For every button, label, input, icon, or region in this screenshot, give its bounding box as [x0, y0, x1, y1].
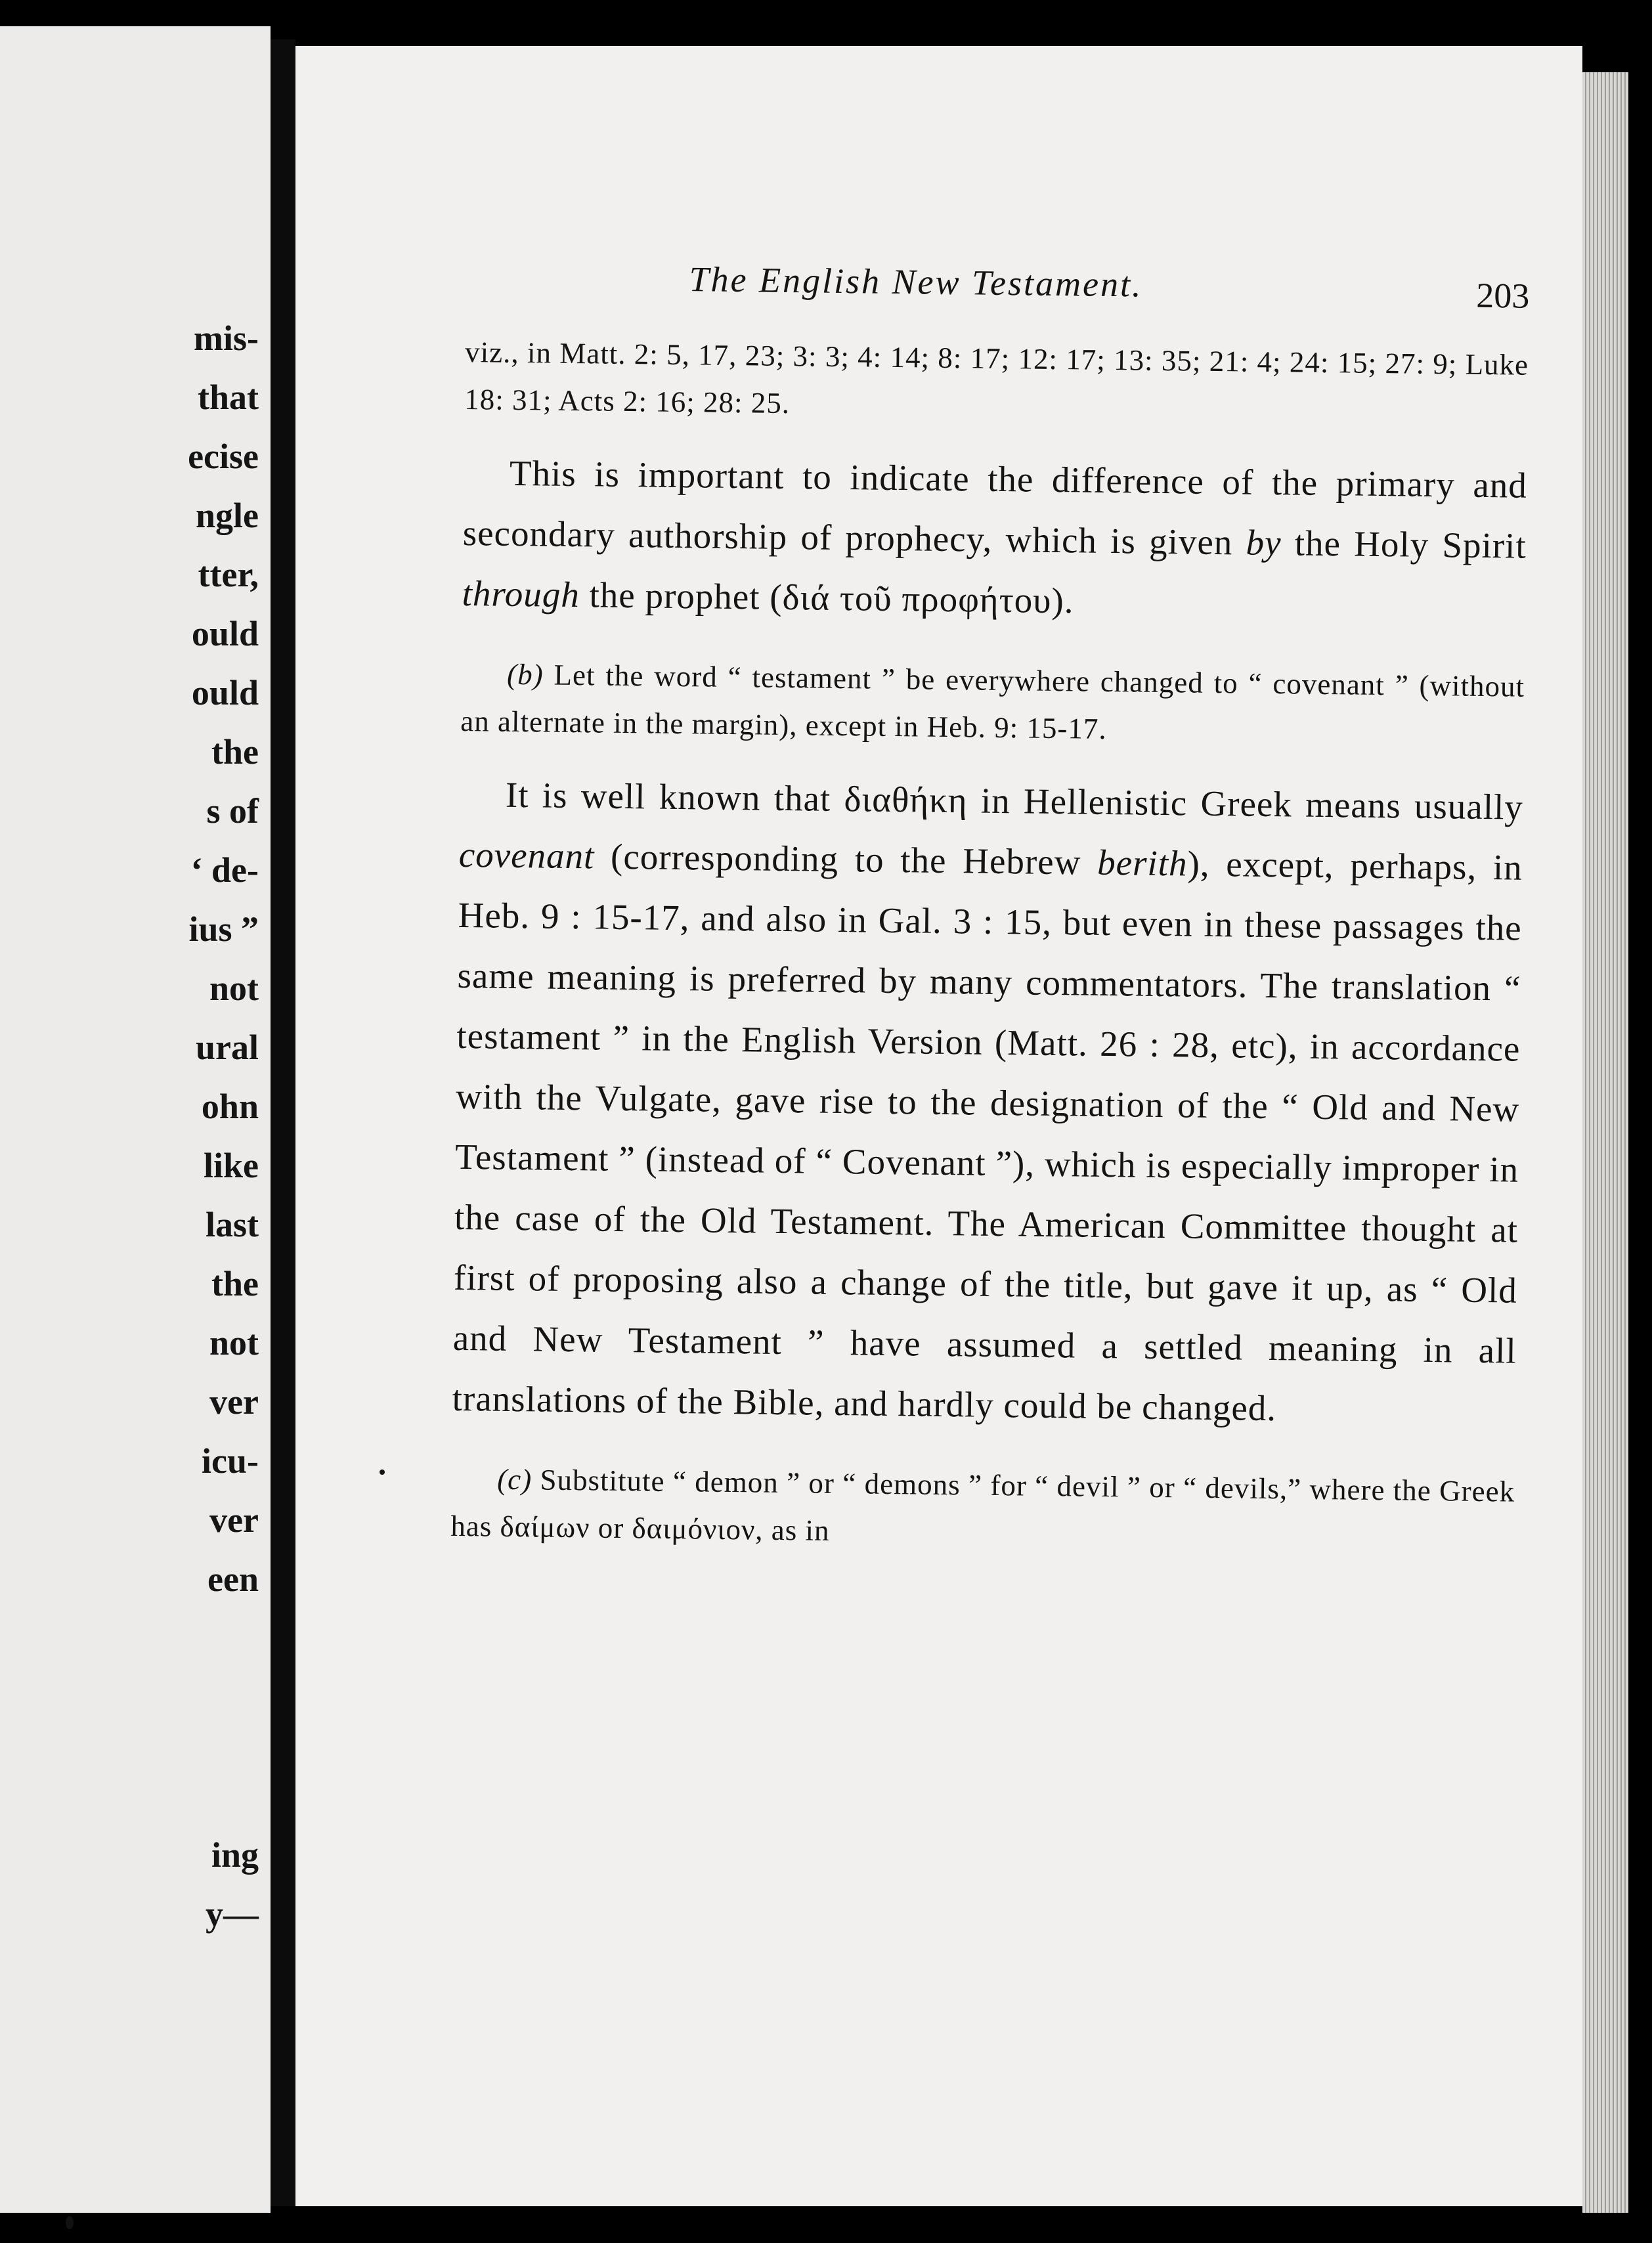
- left-facing-page: [0, 26, 271, 2213]
- page-number: 203: [1476, 275, 1530, 316]
- left-page-tail-lines: [206, 1825, 259, 1944]
- left-line-end: y—: [206, 1894, 259, 1934]
- covenant-text-2: (corresponding to the Hebrew: [594, 836, 1098, 882]
- rule-b-marker: (b): [506, 657, 544, 691]
- left-line-end: ohn: [201, 1087, 259, 1126]
- left-line-end: een: [207, 1559, 259, 1599]
- left-line-end: ius ”: [188, 909, 259, 949]
- rule-b: [460, 650, 1525, 758]
- scripture-references: viz., in Matt. 2: 5, 17, 23; 3: 3; 4: 14; 8: 17; 12: 17; 13: 35; 21: 4; 24: 15; 27: 9; Luke 18: 31; Acts 2: 16; 28: 25.: [464, 335, 1529, 420]
- left-line-end: ver: [209, 1500, 259, 1540]
- scan-speck: [66, 2216, 74, 2229]
- prophecy-text-3: the prophet (διά τοῦ προφήτου).: [579, 575, 1074, 621]
- left-line-end: not: [209, 1323, 259, 1362]
- left-line-end: tter,: [198, 555, 259, 594]
- left-page-line-ends: [188, 309, 259, 1609]
- prophecy-text-2: the Holy Spirit: [1281, 523, 1527, 566]
- running-title: The English New Testament.: [689, 259, 1143, 305]
- left-line-end: ecise: [188, 437, 259, 476]
- left-line-end: ural: [195, 1028, 259, 1067]
- right-page: [295, 46, 1582, 2206]
- covenant-text-3: ), except, perhaps, in Heb. 9 : 15-17, and also in Gal. 3 : 15, but even in these passages the same meaning is preferred by many commentators. The translation “ testament ” in the English Version (Matt. 26 : 28, etc), in accordance with the Vulgate, gave rise to the designation of the “ Old and New Testament ” (instead of “ Covenant ”), which is especially improper in the case of the Old Testament. The American Committee thought at first of proposing also a change of the title, but gave it up, as “ Old and New Testament ” have assumed a settled meaning in all translations of the Bible, and hardly could be changed.: [452, 843, 1523, 1429]
- left-line-end: ing: [211, 1835, 259, 1875]
- rule-c-marker: (c): [496, 1462, 533, 1496]
- left-line-end: icu-: [202, 1441, 259, 1481]
- prophecy-paragraph: [462, 443, 1527, 637]
- left-line-end: the: [211, 1264, 259, 1303]
- covenant-text-1: It is well known that διαθήκη in Hellenistic Greek means usually: [505, 774, 1524, 827]
- page-edges: [1582, 72, 1628, 2213]
- scan-speck: [380, 1470, 385, 1475]
- left-line-end: ver: [209, 1382, 259, 1422]
- running-head: [466, 256, 1530, 341]
- left-line-end: last: [206, 1205, 259, 1244]
- page-content: [450, 256, 1530, 1563]
- emphasis-by: by: [1246, 522, 1282, 563]
- emphasis-berith: berith: [1097, 842, 1188, 884]
- left-line-end: mis-: [194, 318, 259, 358]
- left-line-end: not: [209, 969, 259, 1008]
- rule-c: [450, 1455, 1515, 1563]
- left-line-end: s of: [206, 791, 259, 831]
- book-gutter: [271, 39, 295, 2206]
- rule-b-text: Let the word “ testament ” be everywhere changed to “ covenant ” (without an alternate in the margin), except in Heb. 9: 15-17.: [460, 658, 1525, 745]
- left-line-end: ould: [191, 673, 259, 712]
- left-line-end: ngle: [195, 496, 259, 535]
- covenant-paragraph: [452, 764, 1523, 1442]
- left-line-end: the: [211, 732, 259, 772]
- rule-c-text: Substitute “ demon ” or “ demons ” for “ devil ” or “ devils,” where the Greek has δαίμων or δαιμόνιον, as in: [450, 1463, 1515, 1547]
- emphasis-covenant: covenant: [458, 834, 595, 877]
- prophecy-text-1: This is important to indicate the difference of the primary and secondary authorship of prophecy, which is given: [462, 452, 1528, 563]
- emphasis-through: through: [462, 573, 580, 615]
- left-line-end: that: [198, 378, 259, 417]
- left-line-end: ‘ de-: [190, 850, 259, 890]
- left-line-end: ould: [191, 614, 259, 653]
- left-line-end: like: [203, 1146, 259, 1185]
